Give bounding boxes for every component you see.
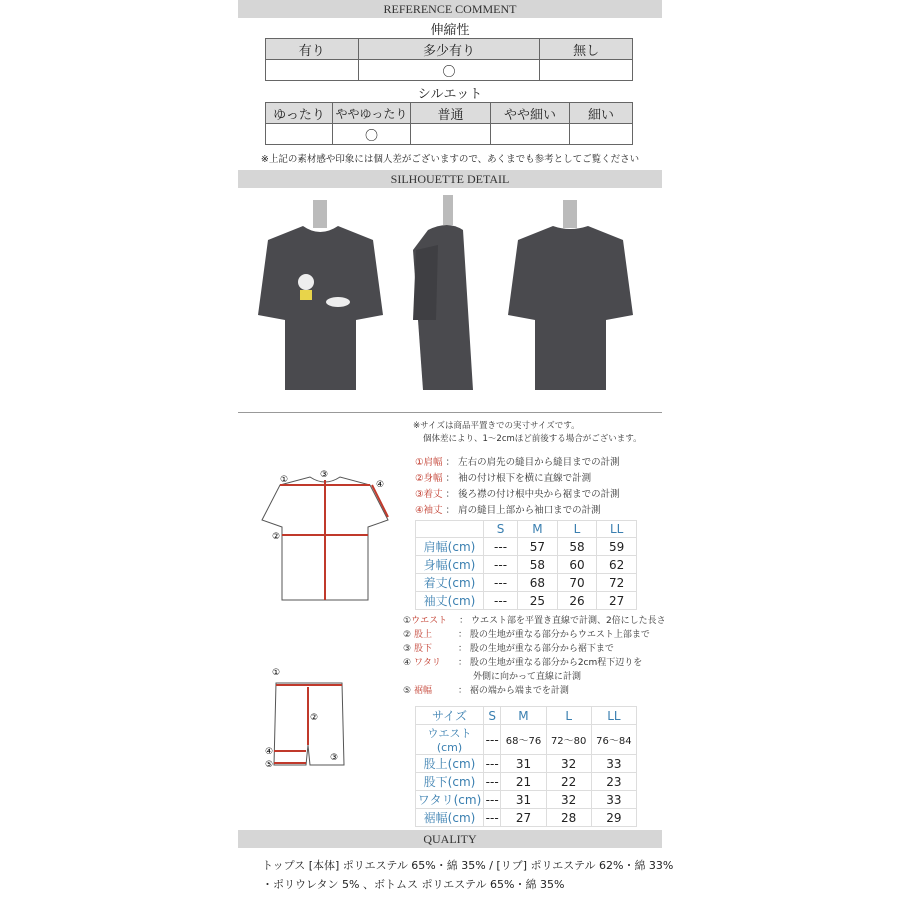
stretch-option: 多少有り bbox=[358, 39, 540, 60]
fit-title: シルエット bbox=[417, 87, 483, 102]
stretch-option: 無し bbox=[540, 39, 633, 60]
size-note: ※サイズは商品平置きでの実寸サイズです。 個体差により、1～2cmほど前後する場合がございます。 bbox=[413, 421, 642, 444]
stretch-table bbox=[265, 38, 633, 81]
silhouette-detail-header: SILHOUETTE DETAIL bbox=[238, 170, 662, 188]
quality-text: トップス [本体] ポリエステル 65%・綿 35% / [リブ] ポリエステル 62%・綿 33% ・ポリウレタン 5% 、ボトムス ポリエステル 65%・綿 35% bbox=[262, 859, 674, 891]
table-row: ウエスト(cm) --- 68～76 72～80 76～84 bbox=[416, 725, 637, 755]
table-row: 身幅(cm) --- 58 60 62 bbox=[416, 556, 637, 574]
product-photos bbox=[238, 190, 662, 405]
selected-mark: 〇 bbox=[358, 60, 540, 81]
reference-note: ※上記の素材感や印象には個人差がございますので、あくまでも参考としてご覧ください bbox=[260, 154, 640, 165]
stretch-title: 伸縮性 bbox=[430, 23, 470, 38]
back-photo bbox=[508, 200, 633, 390]
table-row: 袖丈(cm) --- 25 26 27 bbox=[416, 592, 637, 610]
table-row: 股上(cm) --- 31 32 33 bbox=[416, 755, 637, 773]
front-photo bbox=[258, 200, 383, 390]
table-row: 股下(cm) --- 21 22 23 bbox=[416, 773, 637, 791]
svg-text:①: ① bbox=[272, 668, 281, 678]
bottoms-diagram bbox=[262, 665, 352, 780]
svg-text:②: ② bbox=[272, 532, 281, 542]
fit-option: ややゆったり bbox=[333, 103, 411, 124]
tops-diagram bbox=[250, 465, 400, 605]
fit-table bbox=[265, 102, 633, 145]
svg-text:③: ③ bbox=[320, 470, 329, 480]
table-row: 着丈(cm) --- 68 70 72 bbox=[416, 574, 637, 592]
bottoms-size-table: サイズ S M L LL ウエスト(cm) --- 68～76 72～80 76～84 股上(cm) --- 31 32 33 股下(cm) --- 21 22 23 ワタリ(cm) --- 31 32 33 裾幅(cm) --- 27 28 29 bbox=[415, 706, 637, 827]
fit-option: やや細い bbox=[491, 103, 570, 124]
fit-option: 普通 bbox=[411, 103, 491, 124]
stretch-option: 有り bbox=[266, 39, 359, 60]
table-row: 裾幅(cm) --- 27 28 29 bbox=[416, 809, 637, 827]
side-photo bbox=[413, 195, 473, 390]
table-row: 肩幅(cm) --- 57 58 59 bbox=[416, 538, 637, 556]
fit-option: ゆったり bbox=[266, 103, 333, 124]
svg-text:④: ④ bbox=[376, 480, 385, 490]
svg-text:⑤: ⑤ bbox=[265, 760, 274, 770]
reference-comment-header: REFERENCE COMMENT bbox=[238, 0, 662, 18]
quality-header: QUALITY bbox=[238, 830, 662, 848]
divider bbox=[238, 412, 662, 413]
svg-text:②: ② bbox=[310, 713, 319, 723]
svg-text:④: ④ bbox=[265, 747, 274, 757]
tops-size-table: S M L LL 肩幅(cm) --- 57 58 59 身幅(cm) --- 58 60 62 着丈(cm) --- 68 70 72 袖丈(cm) --- 25 26 27 bbox=[415, 520, 637, 610]
table-row: ワタリ(cm) --- 31 32 33 bbox=[416, 791, 637, 809]
tops-measure-list: ①肩幅 ： 左右の肩先の縫目から縫目までの計測 ②身幅 ： 袖の付け根下を横に直線で計測 ③着丈 ： 後ろ襟の付け根中央から裾までの計測 ④袖丈 ： 肩の縫目上部から袖口までの計測 bbox=[415, 457, 620, 516]
fit-option: 細い bbox=[570, 103, 633, 124]
svg-text:③: ③ bbox=[330, 753, 339, 763]
svg-text:①: ① bbox=[280, 475, 289, 485]
bottoms-measure-list: ①ウエスト ： ウエスト部を平置き直線で計測、2倍にした長さ ② 股上 ： 股の生地が重なる部分からウエスト上部まで ③ 股下 ： 股の生地が重なる部分から裾下まで ④ ワタリ ： 股の生地が重なる部分から2cm程下辺りを 外側に向かって直線に計測 ⑤ 裾幅 ： 裾の端から端までを計測 bbox=[403, 616, 666, 696]
selected-mark: 〇 bbox=[333, 124, 411, 145]
